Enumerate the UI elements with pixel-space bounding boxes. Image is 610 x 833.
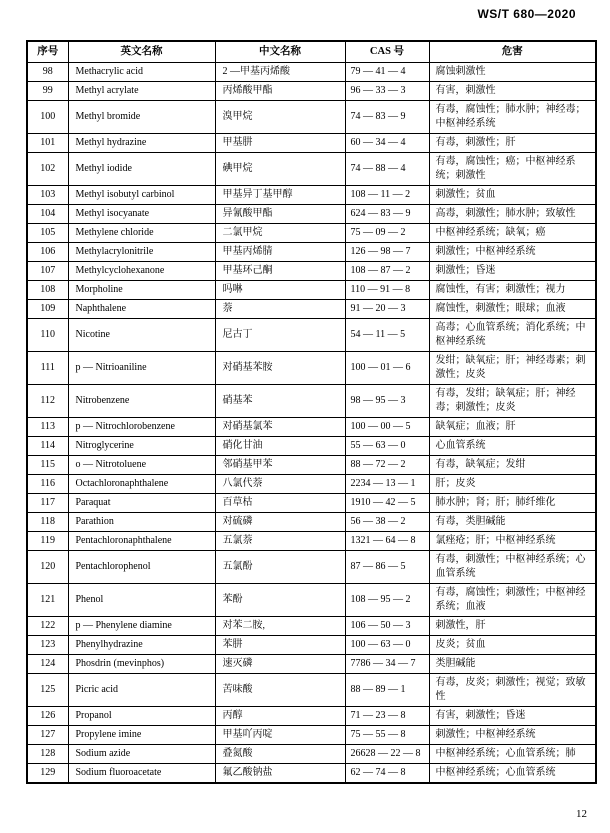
chinese-name-cell: 对硫磷 — [215, 513, 345, 532]
table-row — [27, 745, 596, 764]
row-index-cell: 112 — [27, 385, 68, 418]
row-index-cell: 100 — [27, 101, 68, 134]
row-index-cell: 121 — [27, 584, 68, 617]
table-row — [27, 584, 596, 617]
english-name-cell: Pentachlorophenol — [68, 551, 215, 584]
cas-number-cell: 96 — 33 — 3 — [345, 82, 429, 101]
table-row — [27, 636, 596, 655]
column-header-chinese-name: 中文名称 — [215, 41, 345, 63]
row-index-cell: 114 — [27, 437, 68, 456]
hazard-description-cell: 皮炎；贫血 — [429, 636, 596, 655]
chinese-name-cell: 五氯酚 — [215, 551, 345, 584]
chinese-name-cell: 硝化甘油 — [215, 437, 345, 456]
row-index-cell: 113 — [27, 418, 68, 437]
row-index-cell: 122 — [27, 617, 68, 636]
hazard-description-cell: 刺激性；昏迷 — [429, 262, 596, 281]
cas-number-cell: 26628 — 22 — 8 — [345, 745, 429, 764]
english-name-cell: Sodium azide — [68, 745, 215, 764]
hazard-description-cell: 腐蚀性，刺激性；眼球；血液 — [429, 300, 596, 319]
chinese-name-cell: 五氯萘 — [215, 532, 345, 551]
hazard-description-cell: 有毒，腐蚀性；癌；中枢神经系统；刺激性 — [429, 153, 596, 186]
table-row — [27, 551, 596, 584]
page-number: 12 — [576, 808, 587, 820]
row-index-cell: 115 — [27, 456, 68, 475]
hazard-description-cell: 腐蚀刺激性 — [429, 63, 596, 82]
hazard-description-cell: 刺激性；中枢神经系统 — [429, 243, 596, 262]
row-index-cell: 124 — [27, 655, 68, 674]
row-index-cell: 98 — [27, 63, 68, 82]
cas-number-cell: 88 — 89 — 1 — [345, 674, 429, 707]
hazard-description-cell: 有毒，刺激性；肝 — [429, 134, 596, 153]
row-index-cell: 125 — [27, 674, 68, 707]
cas-number-cell: 60 — 34 — 4 — [345, 134, 429, 153]
cas-number-cell: 110 — 91 — 8 — [345, 281, 429, 300]
english-name-cell: Paraquat — [68, 494, 215, 513]
cas-number-cell: 98 — 95 — 3 — [345, 385, 429, 418]
table-row — [27, 281, 596, 300]
hazard-description-cell: 高毒，刺激性；肺水肿；致敏性 — [429, 205, 596, 224]
chinese-name-cell: 邻硝基甲苯 — [215, 456, 345, 475]
english-name-cell: Phenol — [68, 584, 215, 617]
english-name-cell: Methylacrylonitrile — [68, 243, 215, 262]
row-index-cell: 105 — [27, 224, 68, 243]
chinese-name-cell: 对硝基苯胺 — [215, 352, 345, 385]
english-name-cell: Methyl hydrazine — [68, 134, 215, 153]
english-name-cell: Nitrobenzene — [68, 385, 215, 418]
hazard-description-cell: 中枢神经系统；心血管系统 — [429, 764, 596, 784]
hazard-description-cell: 刺激性；中枢神经系统 — [429, 726, 596, 745]
cas-number-cell: 75 — 09 — 2 — [345, 224, 429, 243]
chinese-name-cell: 八氯代萘 — [215, 475, 345, 494]
table-row — [27, 243, 596, 262]
hazard-description-cell: 中枢神经系统；缺氧；癌 — [429, 224, 596, 243]
row-index-cell: 126 — [27, 707, 68, 726]
row-index-cell: 101 — [27, 134, 68, 153]
chinese-name-cell: 丙烯酸甲酯 — [215, 82, 345, 101]
table-row — [27, 437, 596, 456]
english-name-cell: Picric acid — [68, 674, 215, 707]
row-index-cell: 106 — [27, 243, 68, 262]
row-index-cell: 110 — [27, 319, 68, 352]
chinese-name-cell: 甲基吖丙啶 — [215, 726, 345, 745]
row-index-cell: 107 — [27, 262, 68, 281]
chinese-name-cell: 苯酚 — [215, 584, 345, 617]
table-row — [27, 617, 596, 636]
row-index-cell: 119 — [27, 532, 68, 551]
hazard-description-cell: 肺水肿；肾；肝；肺纤维化 — [429, 494, 596, 513]
chinese-name-cell: 甲基肼 — [215, 134, 345, 153]
cas-number-cell: 1910 — 42 — 5 — [345, 494, 429, 513]
hazard-description-cell: 中枢神经系统；心血管系统；肺 — [429, 745, 596, 764]
hazard-description-cell: 刺激性；贫血 — [429, 186, 596, 205]
chinese-name-cell: 萘 — [215, 300, 345, 319]
row-index-cell: 99 — [27, 82, 68, 101]
english-name-cell: Phosdrin (mevinphos) — [68, 655, 215, 674]
hazard-description-cell: 缺氧症；血液；肝 — [429, 418, 596, 437]
english-name-cell: Parathion — [68, 513, 215, 532]
table-row — [27, 134, 596, 153]
cas-number-cell: 624 — 83 — 9 — [345, 205, 429, 224]
chinese-name-cell: 速灭磷 — [215, 655, 345, 674]
cas-number-cell: 74 — 88 — 4 — [345, 153, 429, 186]
table-row — [27, 186, 596, 205]
row-index-cell: 108 — [27, 281, 68, 300]
cas-number-cell: 106 — 50 — 3 — [345, 617, 429, 636]
cas-number-cell: 88 — 72 — 2 — [345, 456, 429, 475]
cas-number-cell: 79 — 41 — 4 — [345, 63, 429, 82]
table-row — [27, 532, 596, 551]
row-index-cell: 116 — [27, 475, 68, 494]
hazard-description-cell: 有害，刺激性 — [429, 82, 596, 101]
hazard-description-cell: 有毒，刺激性；中枢神经系统；心血管系统 — [429, 551, 596, 584]
cas-number-cell: 108 — 87 — 2 — [345, 262, 429, 281]
chinese-name-cell: 碘甲烷 — [215, 153, 345, 186]
chinese-name-cell: 硝基苯 — [215, 385, 345, 418]
cas-number-cell: 126 — 98 — 7 — [345, 243, 429, 262]
table-row — [27, 418, 596, 437]
table-row — [27, 205, 596, 224]
chinese-name-cell: 二氯甲烷 — [215, 224, 345, 243]
column-header-cas-number: CAS 号 — [345, 41, 429, 63]
table-row — [27, 707, 596, 726]
chinese-name-cell: 丙醇 — [215, 707, 345, 726]
english-name-cell: Morpholine — [68, 281, 215, 300]
chinese-name-cell: 百草枯 — [215, 494, 345, 513]
english-name-cell: Methacrylic acid — [68, 63, 215, 82]
table-row — [27, 319, 596, 352]
chinese-name-cell: 尼古丁 — [215, 319, 345, 352]
row-index-cell: 127 — [27, 726, 68, 745]
row-index-cell: 102 — [27, 153, 68, 186]
hazard-description-cell: 心血管系统 — [429, 437, 596, 456]
row-index-cell: 129 — [27, 764, 68, 784]
english-name-cell: p — Nitrochlorobenzene — [68, 418, 215, 437]
chinese-name-cell: 异氰酸甲酯 — [215, 205, 345, 224]
hazard-description-cell: 有毒，缺氧症；发绀 — [429, 456, 596, 475]
table-row — [27, 674, 596, 707]
row-index-cell: 104 — [27, 205, 68, 224]
table-row — [27, 764, 596, 784]
cas-number-cell: 87 — 86 — 5 — [345, 551, 429, 584]
english-name-cell: Propylene imine — [68, 726, 215, 745]
table-row — [27, 352, 596, 385]
row-index-cell: 123 — [27, 636, 68, 655]
hazard-description-cell: 氯痤疮；肝；中枢神经系统 — [429, 532, 596, 551]
hazard-description-cell: 有毒，发绀；缺氧症；肝；神经毒；刺激性；皮炎 — [429, 385, 596, 418]
table-row — [27, 475, 596, 494]
cas-number-cell: 91 — 20 — 3 — [345, 300, 429, 319]
hazard-description-cell: 有毒，腐蚀性；肺水肿；神经毒；中枢神经系统 — [429, 101, 596, 134]
cas-number-cell: 7786 — 34 — 7 — [345, 655, 429, 674]
english-name-cell: Methyl isobutyl carbinol — [68, 186, 215, 205]
hazard-description-cell: 肝；皮炎 — [429, 475, 596, 494]
row-index-cell: 117 — [27, 494, 68, 513]
hazard-description-cell: 发绀；缺氧症；肝；神经毒素；刺激性；皮炎 — [429, 352, 596, 385]
english-name-cell: p — Phenylene diamine — [68, 617, 215, 636]
hazard-description-cell: 类胆碱能 — [429, 655, 596, 674]
chinese-name-cell: 对苯二胺, — [215, 617, 345, 636]
english-name-cell: Sodium fluoroacetate — [68, 764, 215, 784]
column-header-english-name: 英文名称 — [68, 41, 215, 63]
english-name-cell: Methyl iodide — [68, 153, 215, 186]
column-header-hazard: 危害 — [429, 41, 596, 63]
english-name-cell: Methyl acrylate — [68, 82, 215, 101]
chinese-name-cell: 2 —甲基丙烯酸 — [215, 63, 345, 82]
english-name-cell: Propanol — [68, 707, 215, 726]
cas-number-cell: 71 — 23 — 8 — [345, 707, 429, 726]
hazard-description-cell: 有毒，皮炎；刺激性；视觉；致敏性 — [429, 674, 596, 707]
chinese-name-cell: 甲基异丁基甲醇 — [215, 186, 345, 205]
table-row — [27, 82, 596, 101]
table-row — [27, 513, 596, 532]
english-name-cell: Pentachloronaphthalene — [68, 532, 215, 551]
english-name-cell: Phenylhydrazine — [68, 636, 215, 655]
english-name-cell: Methylene chloride — [68, 224, 215, 243]
table-row — [27, 300, 596, 319]
hazard-description-cell: 腐蚀性，有害；刺激性；视力 — [429, 281, 596, 300]
hazard-description-cell: 高毒；心血管系统；消化系统；中枢神经系统 — [429, 319, 596, 352]
column-header-index: 序号 — [27, 41, 68, 63]
cas-number-cell: 55 — 63 — 0 — [345, 437, 429, 456]
cas-number-cell: 56 — 38 — 2 — [345, 513, 429, 532]
chinese-name-cell: 甲基环己酮 — [215, 262, 345, 281]
hazard-description-cell: 刺激性，肝 — [429, 617, 596, 636]
cas-number-cell: 62 — 74 — 8 — [345, 764, 429, 784]
table-row — [27, 655, 596, 674]
cas-number-cell: 74 — 83 — 9 — [345, 101, 429, 134]
cas-number-cell: 1321 — 64 — 8 — [345, 532, 429, 551]
chinese-name-cell: 苯肼 — [215, 636, 345, 655]
cas-number-cell: 100 — 63 — 0 — [345, 636, 429, 655]
english-name-cell: Methylcyclohexanone — [68, 262, 215, 281]
row-index-cell: 109 — [27, 300, 68, 319]
chinese-name-cell: 甲基丙烯腈 — [215, 243, 345, 262]
row-index-cell: 120 — [27, 551, 68, 584]
table-row — [27, 153, 596, 186]
english-name-cell: Methyl isocyanate — [68, 205, 215, 224]
chinese-name-cell: 对硝基氯苯 — [215, 418, 345, 437]
english-name-cell: Nicotine — [68, 319, 215, 352]
cas-number-cell: 108 — 95 — 2 — [345, 584, 429, 617]
standard-number: WS/T 680—2020 — [477, 7, 576, 21]
english-name-cell: Naphthalene — [68, 300, 215, 319]
chinese-name-cell: 吗啉 — [215, 281, 345, 300]
cas-number-cell: 108 — 11 — 2 — [345, 186, 429, 205]
cas-number-cell: 54 — 11 — 5 — [345, 319, 429, 352]
table-row — [27, 726, 596, 745]
english-name-cell: Octachloronaphthalene — [68, 475, 215, 494]
chemical-hazard-table — [26, 40, 597, 784]
table-row — [27, 494, 596, 513]
table-row — [27, 262, 596, 281]
table-header-row — [27, 41, 596, 63]
english-name-cell: Nitroglycerine — [68, 437, 215, 456]
english-name-cell: o — Nitrotoluene — [68, 456, 215, 475]
hazard-description-cell: 有毒，腐蚀性；刺激性；中枢神经系统；血液 — [429, 584, 596, 617]
cas-number-cell: 2234 — 13 — 1 — [345, 475, 429, 494]
cas-number-cell: 100 — 01 — 6 — [345, 352, 429, 385]
table-row — [27, 101, 596, 134]
chinese-name-cell: 溴甲烷 — [215, 101, 345, 134]
table-row — [27, 63, 596, 82]
row-index-cell: 111 — [27, 352, 68, 385]
row-index-cell: 128 — [27, 745, 68, 764]
cas-number-cell: 75 — 55 — 8 — [345, 726, 429, 745]
row-index-cell: 118 — [27, 513, 68, 532]
cas-number-cell: 100 — 00 — 5 — [345, 418, 429, 437]
english-name-cell: Methyl bromide — [68, 101, 215, 134]
table-row — [27, 385, 596, 418]
chinese-name-cell: 叠氮酸 — [215, 745, 345, 764]
hazard-description-cell: 有害，刺激性；昏迷 — [429, 707, 596, 726]
chinese-name-cell: 苦味酸 — [215, 674, 345, 707]
row-index-cell: 103 — [27, 186, 68, 205]
hazard-description-cell: 有毒，类胆碱能 — [429, 513, 596, 532]
table-row — [27, 224, 596, 243]
english-name-cell: p — Nitrioaniline — [68, 352, 215, 385]
table-row — [27, 456, 596, 475]
chinese-name-cell: 氟乙酸钠盐 — [215, 764, 345, 784]
